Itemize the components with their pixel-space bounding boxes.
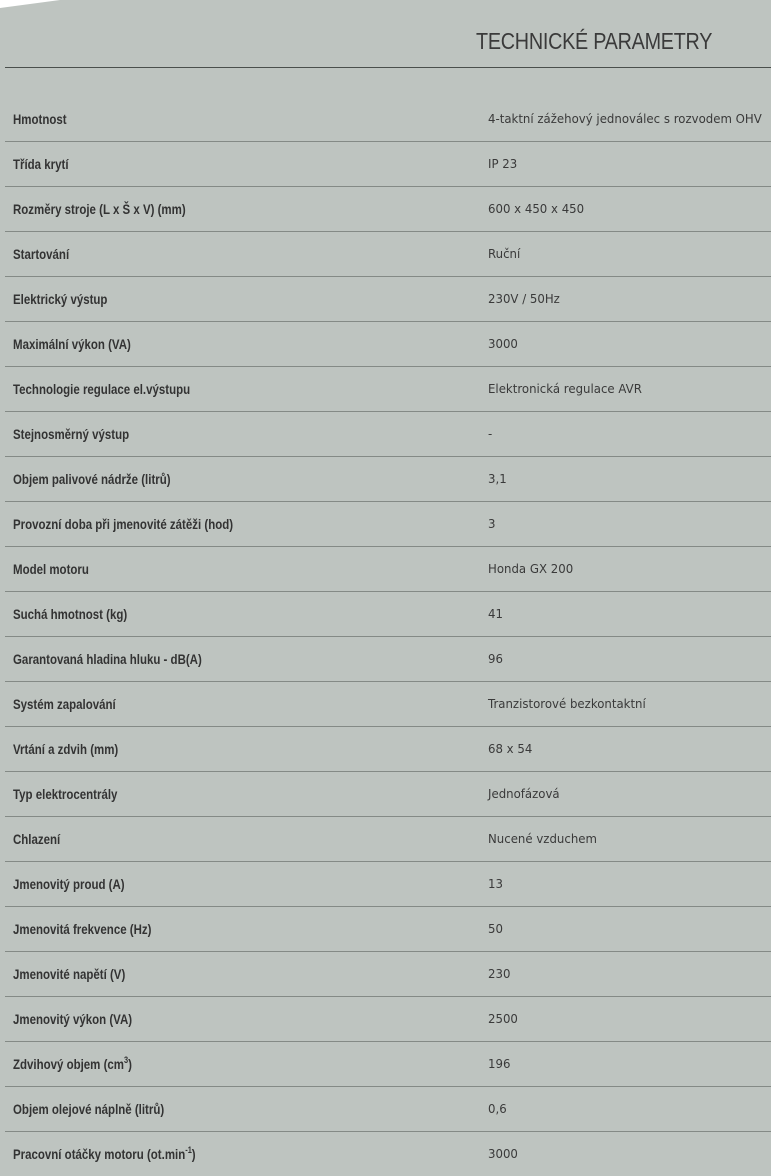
spec-label xyxy=(13,97,67,141)
table-row xyxy=(5,952,771,997)
spec-label-superscript: 3 xyxy=(123,1055,129,1065)
table-row xyxy=(5,772,771,817)
spec-value: 600 x 450 x 450 xyxy=(488,201,585,216)
spec-value: Elektronická regulace AVR xyxy=(488,381,642,396)
spec-value: Jednofázová xyxy=(488,786,560,801)
spec-label-text: Jmenovitý proud (A) xyxy=(13,876,125,892)
spec-label-text: Technologie regulace el.výstupu xyxy=(13,381,191,397)
spec-value: 230V / 50Hz xyxy=(488,291,560,306)
table-row xyxy=(5,232,771,277)
table-row xyxy=(5,187,771,232)
table-row xyxy=(5,1087,771,1132)
spec-label xyxy=(13,592,127,636)
table-row xyxy=(5,457,771,502)
spec-table xyxy=(5,97,771,1176)
spec-value: 196 xyxy=(488,1056,511,1071)
spec-label-text: Model motoru xyxy=(13,561,89,577)
spec-label xyxy=(13,952,125,996)
spec-label-suffix: ) xyxy=(128,1056,132,1072)
spec-value: - xyxy=(488,426,493,441)
table-row xyxy=(5,592,771,637)
spec-label-text: Maximální výkon (VA) xyxy=(13,336,131,352)
page-title: TECHNICKÉ PARAMETRY xyxy=(476,28,713,54)
spec-label xyxy=(13,1042,132,1086)
spec-label-text: Jmenovitý výkon (VA) xyxy=(13,1011,133,1027)
table-row xyxy=(5,907,771,952)
corner-decoration xyxy=(0,0,60,8)
spec-value: Ruční xyxy=(488,246,521,261)
spec-label-suffix: ) xyxy=(191,1146,196,1162)
spec-label xyxy=(13,547,89,591)
table-row xyxy=(5,997,771,1042)
spec-label-text: Třída krytí xyxy=(13,156,69,172)
spec-label xyxy=(13,457,171,501)
spec-value: 3 xyxy=(488,516,496,531)
table-row xyxy=(5,142,771,187)
table-row xyxy=(5,97,771,142)
table-row xyxy=(5,862,771,907)
spec-label xyxy=(13,187,186,231)
spec-value: 96 xyxy=(488,651,503,666)
spec-label xyxy=(13,817,60,861)
spec-value: 50 xyxy=(488,921,503,936)
table-row xyxy=(5,277,771,322)
spec-label xyxy=(13,1132,196,1176)
table-row xyxy=(5,817,771,862)
table-row xyxy=(5,682,771,727)
spec-value: 4-taktní zážehový jednoválec s rozvodem OHV xyxy=(488,111,762,126)
spec-label-text: Chlazení xyxy=(13,831,61,847)
spec-label xyxy=(13,862,125,906)
spec-label xyxy=(13,997,132,1041)
spec-label-text: Objem olejové náplně (litrů) xyxy=(13,1101,165,1117)
spec-label-text: Suchá hmotnost (kg) xyxy=(13,606,128,622)
spec-value: 0,6 xyxy=(488,1101,507,1116)
spec-label-text: Typ elektrocentrály xyxy=(13,786,118,802)
spec-label-text: Hmotnost xyxy=(13,111,67,127)
spec-label xyxy=(13,502,233,546)
spec-value: 230 xyxy=(488,966,511,981)
spec-value: 41 xyxy=(488,606,503,621)
spec-label-text: Startování xyxy=(13,246,70,262)
spec-label-text: Jmenovitá frekvence (Hz) xyxy=(13,921,152,937)
spec-value: Tranzistorové bezkontaktní xyxy=(488,696,646,711)
spec-label xyxy=(13,772,117,816)
table-row xyxy=(5,637,771,682)
spec-label-text: Elektrický výstup xyxy=(13,291,108,307)
spec-label xyxy=(13,277,107,321)
table-row xyxy=(5,727,771,772)
spec-label xyxy=(13,142,69,186)
spec-value: 3000 xyxy=(488,336,518,351)
spec-label xyxy=(13,412,129,456)
spec-label xyxy=(13,232,69,276)
spec-label xyxy=(13,727,118,771)
spec-label-text: Rozměry stroje (L x Š x V) (mm) xyxy=(13,201,186,217)
table-row xyxy=(5,502,771,547)
spec-value: Honda GX 200 xyxy=(488,561,574,576)
spec-value: 3,1 xyxy=(488,471,507,486)
spec-label-text: Vrtání a zdvih (mm) xyxy=(13,741,119,757)
spec-label xyxy=(13,682,116,726)
spec-value: 2500 xyxy=(488,1011,518,1026)
spec-value: 3000 xyxy=(488,1146,518,1161)
spec-value: 13 xyxy=(488,876,503,891)
table-row xyxy=(5,367,771,412)
table-row xyxy=(5,1042,771,1087)
title-divider xyxy=(5,67,771,68)
spec-value: Nucené vzduchem xyxy=(488,831,597,846)
table-row xyxy=(5,1132,771,1176)
spec-label-text: Garantovaná hladina hluku - dB(A) xyxy=(13,651,202,667)
spec-label-text: Pracovní otáčky motoru (ot.min xyxy=(13,1146,186,1162)
spec-label-text: Stejnosměrný výstup xyxy=(13,426,130,442)
spec-label-superscript: -1 xyxy=(185,1145,192,1155)
spec-label xyxy=(13,907,151,951)
spec-label xyxy=(13,367,190,411)
spec-label-text: Jmenovité napětí (V) xyxy=(13,966,126,982)
spec-label xyxy=(13,1087,164,1131)
spec-label xyxy=(13,637,202,681)
spec-value: 68 x 54 xyxy=(488,741,533,756)
spec-label-text: Zdvihový objem (cm xyxy=(13,1056,124,1072)
table-row xyxy=(5,322,771,367)
spec-label-text: Provozní doba při jmenovité zátěži (hod) xyxy=(13,516,234,532)
spec-label-text: Systém zapalování xyxy=(13,696,116,712)
spec-value: IP 23 xyxy=(488,156,518,171)
table-row xyxy=(5,412,771,457)
spec-label-text: Objem palivové nádrže (litrů) xyxy=(13,471,171,487)
table-row xyxy=(5,547,771,592)
spec-label xyxy=(13,322,131,366)
